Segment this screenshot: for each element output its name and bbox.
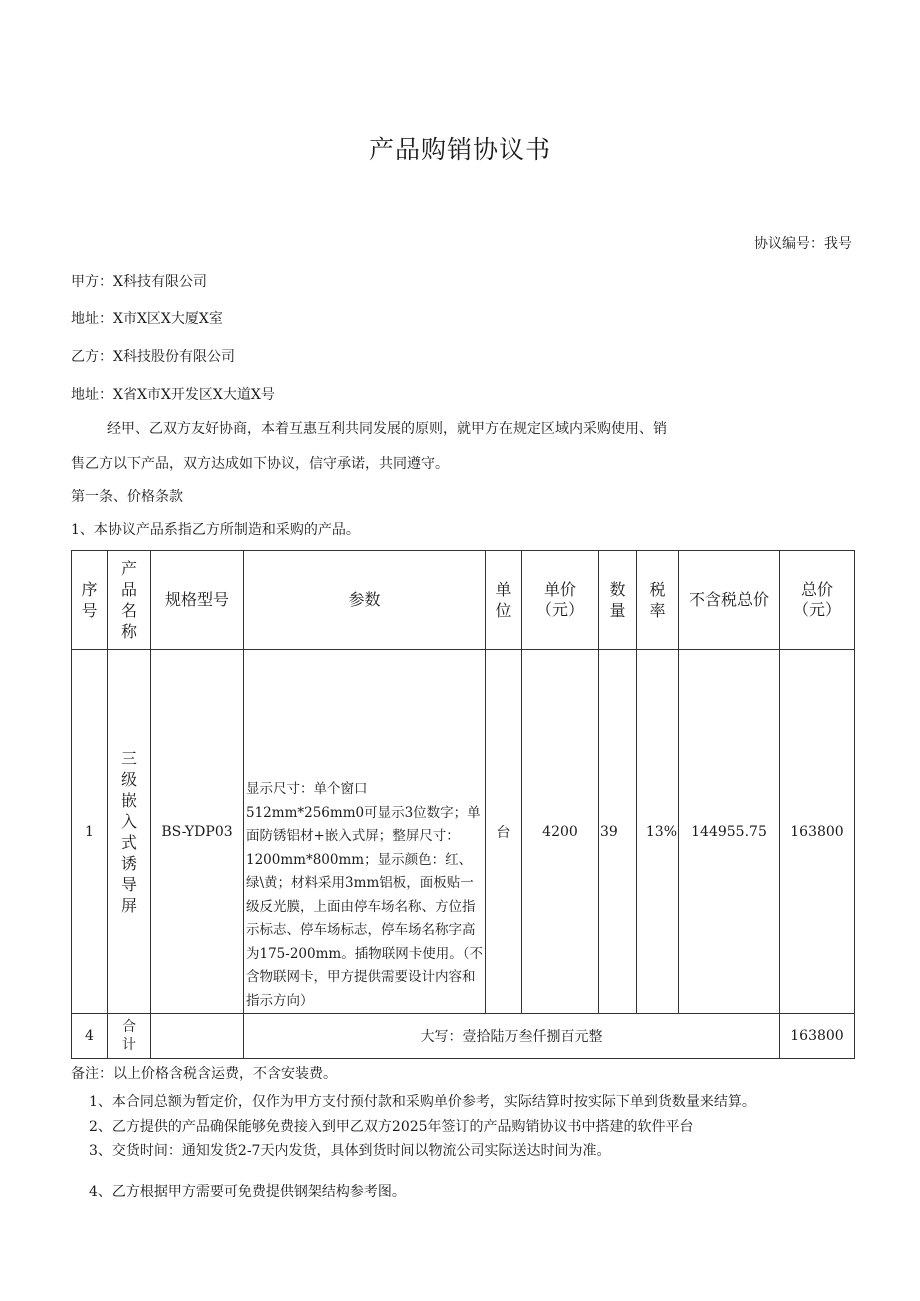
cell-unit: 台 — [486, 650, 522, 1014]
remark: 备注：以上价格含税含运费，不含安装费。 — [71, 1066, 337, 1082]
header-model: 规格型号 — [151, 551, 244, 650]
address-a: 地址：X市X区X大厦X室 — [71, 311, 223, 327]
header-unit-price: 单价 （元） — [522, 551, 599, 650]
cell-quantity: 39 — [599, 650, 637, 1014]
sum-total: 163800 — [780, 1014, 855, 1059]
cell-unit-price: 4200 — [522, 650, 599, 1014]
header-total: 总价 （元） — [780, 551, 855, 650]
sum-seq: 4 — [72, 1014, 108, 1059]
intro-paragraph-line1: 经甲、乙双方友好协商，本着互惠互利共同发展的原则，就甲方在规定区域内采购使用、销 — [107, 421, 667, 437]
cell-model: BS-YDP03 — [151, 650, 244, 1014]
sum-amount-in-words: 大写：壹拾陆万叁仟捌百元整 — [244, 1014, 780, 1059]
header-quantity: 数量 — [599, 551, 637, 650]
note-1: 1、本合同总额为暂定价，仅作为甲方支付预付款和采购单价参考，实际结算时按实际下单到货数量来结算。 — [89, 1094, 756, 1110]
cell-product-name: 三级嵌入式诱导屏 — [108, 650, 151, 1014]
note-3: 3、交货时间：通知发货2-7天内发货，具体到货时间以物流公司实际送达时间为准。 — [89, 1143, 611, 1159]
cell-params: 显示尺寸：单个窗口512mm*256mm0可显示3位数字；单面防锈铝材+嵌入式屏；整屏尺寸：1200mm*800mm；显示颜色：红、绿\黄；材料采用3mm铝板，面板贴一级反光膜，上面由停车场名称、方位指示标志、停车场标志，停车场名称字高为175-200mm。插物联网卡使用。（不含物联网卡，甲方提供需要设计内容和指示方向） — [244, 650, 486, 1014]
party-a: 甲方：X科技有限公司 — [71, 274, 207, 290]
table-header-row — [72, 551, 855, 650]
header-seq: 序号 — [72, 551, 108, 650]
party-b: 乙方：X科技股份有限公司 — [71, 349, 235, 365]
product-table — [71, 550, 855, 1059]
sum-empty-cell — [151, 1014, 244, 1059]
table-sum-row — [72, 1014, 855, 1059]
cell-total: 163800 — [780, 650, 855, 1014]
header-params: 参数 — [244, 551, 486, 650]
sum-label: 合计 — [108, 1014, 151, 1059]
note-2: 2、乙方提供的产品确保能够免费接入到甲乙双方2025年签订的产品购销协议书中搭建的软件平台 — [89, 1119, 694, 1135]
address-b: 地址：X省X市X开发区X大道X号 — [71, 387, 275, 403]
header-excl-tax-total: 不含税总价 — [679, 551, 780, 650]
section-heading: 第一条、价格条款 — [71, 489, 183, 505]
intro-paragraph-line2: 售乙方以下产品，双方达成如下协议，信守承诺，共同遵守。 — [71, 456, 449, 472]
page-title: 产品购销协议书 — [368, 135, 551, 164]
header-tax-rate: 税率 — [637, 551, 679, 650]
header-product-name: 产品名称 — [108, 551, 151, 650]
cell-tax-rate: 13% — [637, 650, 679, 1014]
cell-seq: 1 — [72, 650, 108, 1014]
clause-1: 1、本协议产品系指乙方所制造和采购的产品。 — [71, 522, 360, 538]
table-row — [72, 650, 855, 1014]
agreement-number: 协议编号：我号 — [754, 236, 852, 252]
cell-excl-tax-total: 144955.75 — [679, 650, 780, 1014]
header-unit: 单位 — [486, 551, 522, 650]
note-4: 4、乙方根据甲方需要可免费提供钢架结构参考图。 — [89, 1184, 406, 1200]
